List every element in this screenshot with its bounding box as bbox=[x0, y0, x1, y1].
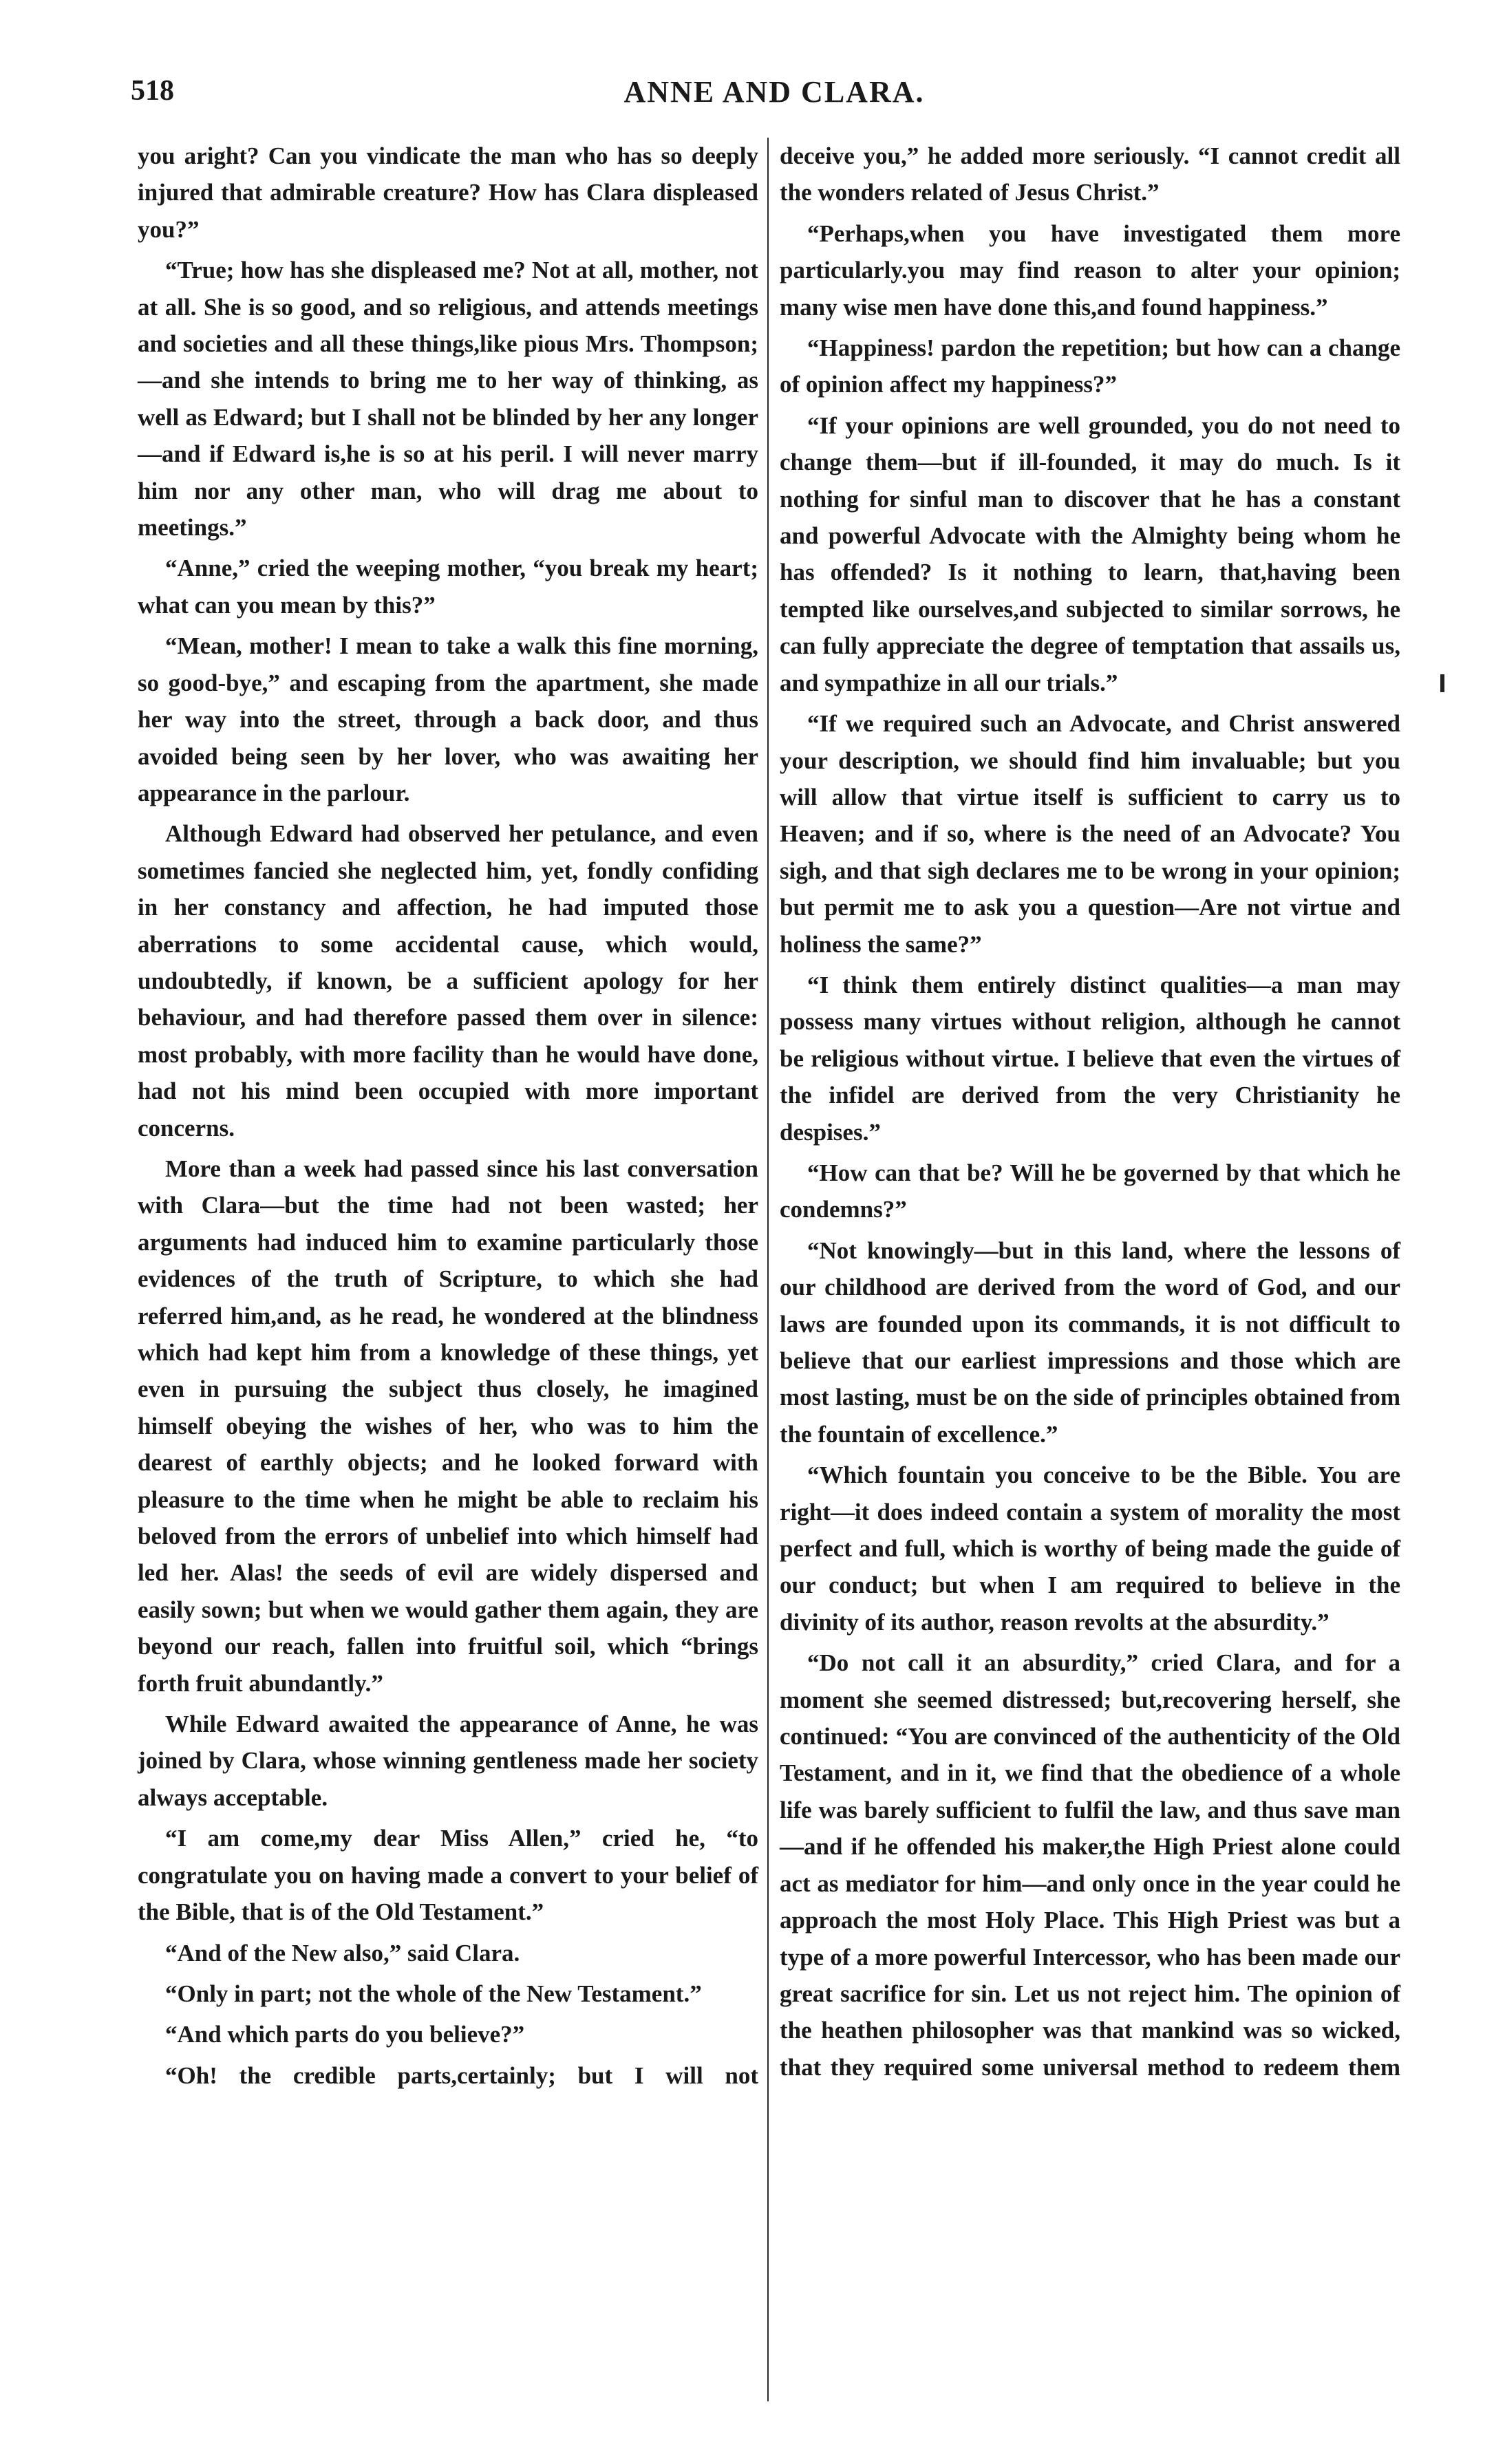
page-header bbox=[131, 74, 1418, 116]
paragraph: you aright? Can you vindicate the man who has so deeply injured that admirable creature? How has Clara displeased you?” bbox=[138, 142, 758, 243]
running-head: ANNE AND CLARA. bbox=[623, 75, 925, 109]
paragraph: “If we required such an Advocate, and Christ answered your description, we should find him invaluable; but you will allow that virtue itself is sufficient to carry us to Heaven; and if so, where is the need of an Advocate? You sigh, and that sigh declares me to be wrong in your opinion; but permit me to ask you a question—Are not virtue and holiness the same?” bbox=[780, 710, 1400, 958]
paragraph: “I think them entirely distinct qualities—a man may possess many virtues without religion, although he cannot be religious without virtue. I believe that even the virtues of the infidel are derived from the very Christianity he despises.” bbox=[780, 971, 1400, 1146]
paragraph: “Happiness! pardon the repetition; but how can a change of opinion affect my happiness?” bbox=[780, 334, 1400, 398]
paragraph: “Only in part; not the whole of the New Testament.” bbox=[165, 1980, 702, 2007]
paragraph: “And of the New also,” said Clara. bbox=[165, 1939, 520, 1967]
paragraph: Although Edward had observed her petulance, and even sometimes fancied she neglected him, yet, fondly confiding in her constancy and affection, he had imputed those aberrations to some accidental cause, which would, undoubtedly, if known, be a sufficient apology for her behaviour, and had therefore passed them over in silence: most probably, with more facility than he would have done, had not his mind been occupied with more important concerns. bbox=[138, 820, 758, 1142]
margin-mark bbox=[1440, 674, 1444, 692]
paragraph: “Mean, mother! I mean to take a walk this fine morning, so good-bye,” and escaping from the apartment, she made her way into the street, through a back door, and thus avoided being seen by her lover, who was awaiting her appearance in the parlour. bbox=[138, 632, 758, 806]
paragraph: “I am come,my dear Miss Allen,” cried he, “to congratulate you on having made a convert to your belief of the Bible, that is of the Old Testament.” bbox=[138, 1825, 758, 1926]
paragraph: “Perhaps,when you have investigated them more particularly.you may find reason to alter your opinion; many wise men have done this,and found happiness.” bbox=[780, 219, 1400, 321]
paragraph: More than a week had passed since his last conversation with Clara—but the time had not been wasted; her arguments had induced him to examine particularly those evidences of the truth of Scripture, to which she had referred him,and, as he read, he wondered at the blindness which had kept him from a knowledge of these things, yet even in pursuing the subject thus closely, he imagined himself obeying the wishes of her, who was to him the dearest of earthly objects; and he looked forward with pleasure to the time when he might be able to reclaim his beloved from the errors of unbelief into which himself had led her. Alas! the seeds of evil are widely dispersed and easily sown; but when we would gather them again, they are beyond our reach, fallen into fruitful soil, which “brings forth fruit abundantly.” bbox=[138, 1155, 758, 1697]
right-column bbox=[780, 138, 1400, 2436]
paragraph: “Which fountain you conceive to be the Bible. You are right—it does indeed contain a system of morality the most perfect and full, which is worthy of being made the guide of our conduct; but when I am required to believe in the divinity of its author, reason revolts at the absurdity.” bbox=[780, 1461, 1400, 1636]
paragraph: “If your opinions are well grounded, you do not need to change them—but if ill-founded, it may do much. Is it nothing for sinful man to discover that he has a constant and powerful Advocate with the Almighty being whom he has offended? Is it nothing to learn, that,having been tempted like ourselves,and subjected to similar sorrows, he can fully appreciate the degree of temptation that assails us, and sympathize in all our trials.” bbox=[780, 411, 1400, 696]
paragraph: “Anne,” cried the weeping mother, “you break my heart; what can you mean by this?” bbox=[138, 555, 758, 619]
paragraph: “Not knowingly—but in this land, where the lessons of our childhood are derived from the word of God, and our laws are founded upon its commands, it is not difficult to believe that our earliest impressions and those which are most lasting, must be on the side of principles obtained from the fountain of excellence.” bbox=[780, 1236, 1400, 1448]
left-column bbox=[138, 138, 758, 2436]
paragraph: “How can that be? Will he be governed by that which he condemns?” bbox=[780, 1159, 1400, 1223]
paragraph: While Edward awaited the appearance of Anne, he was joined by Clara, whose winning gentleness made her society always acceptable. bbox=[138, 1711, 758, 1811]
paragraph: “Oh! the credible parts,certainly; but I will not bbox=[165, 2061, 758, 2089]
paragraph: deceive you,” he added more seriously. “I cannot credit all the wonders related of Jesus Christ.” bbox=[780, 142, 1400, 206]
paragraph: “True; how has she displeased me? Not at all, mother, not at all. She is so good, and so religious, and attends meetings and societies and all these things,like pious Mrs. Thompson;—and she intends to bring me to her way of thinking, as well as Edward; but I shall not be blinded by her any longer—and if Edward is,he is so at his peril. I will never marry him nor any other man, who will drag me about to meetings.” bbox=[138, 257, 758, 542]
paragraph: “And which parts do you believe?” bbox=[165, 2021, 525, 2048]
column-divider bbox=[767, 138, 769, 2401]
paragraph: “Do not call it an absurdity,” cried Clara, and for a moment she seemed distressed; but,recovering herself, she continued: “You are convinced of the authenticity of the Old Testament, and in it, we find that the obedience of a whole life was barely sufficient to fulfil the law, and thus save man—and if he offended his maker,the High Priest alone could act as mediator for him—and only once in the year could he approach the most Holy Place. This High Priest was but a type of a more powerful Intercessor, who has been made our great sacrifice for sin. Let us not reject him. The opinion of the heathen philosopher was that mankind was so wicked, that they required some universal method to redeem them bbox=[780, 1649, 1400, 2081]
page-number: 518 bbox=[131, 75, 174, 107]
